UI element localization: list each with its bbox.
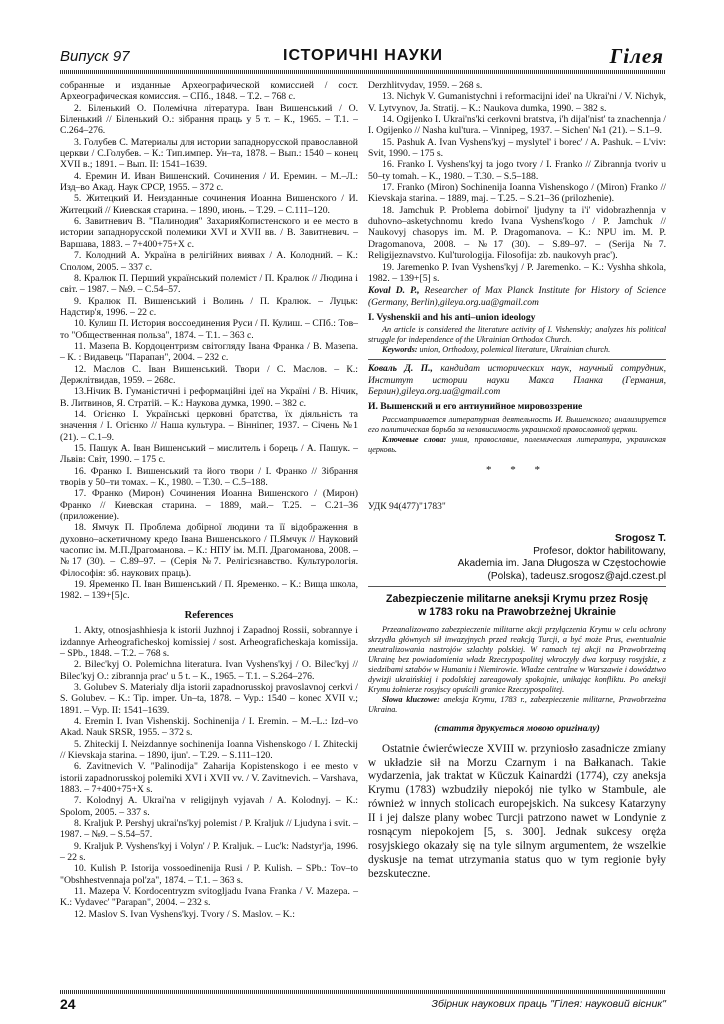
- notes-list: [60, 80, 358, 602]
- russian-author-name: Коваль Д. П.,: [368, 364, 433, 375]
- reference-item: 14. Ogijenko I. Ukrai'ns'ki cerkovni bratstva, i'h dijal'nist' ta znachennja / I. Ogijenko // Nasha kul'tura. – Vinnipeg, 1937. – Sichen' №1 (21). – S.1–9.: [368, 114, 666, 137]
- note-item: 19. Яременко П. Іван Вишенський / П. Яременко. – К.: Вища школа, 1982. – 139+[5]с.: [60, 579, 358, 602]
- reference-item: Derzhlitvydav, 1959. – 268 s.: [368, 80, 483, 91]
- reference-item: 8. Kraljuk P. Pershyj ukrai'ns'kyj polemist / P. Kraljuk // Ljudyna i svit. – 1987. – №9. – S.54–57.: [60, 818, 358, 841]
- reference-item: 3. Golubev S. Materialy dlja istorii zapadnorusskoj pravoslavnoj cerkvi / S. Golubev. – K.: Tip. imper. Un–ta, 1878. – Vyp.: 1540 – konec XVII v.; 1891. – Vyp. II: 1541–1639.: [60, 681, 358, 716]
- author-name: Srogosz T.: [615, 533, 666, 545]
- russian-keywords-label: Ключевые слова:: [382, 434, 447, 444]
- reference-item: 18. Jamchuk P. Problema dobirnoi' ljudyny ta i'i' vidobrazhennja v duhovno–asketychnomu kredo Ivana Vyshens'kogo / P. Jamchuk // Naukovyj chasopys im. M. P. Dragomanova. – K.: NPU im. M. P. Dragomanova, 2008. – №17 (30). – S.89–97. – (Serija №7. Religijeznavstvo. Kul'turologija. Filosofija: zb. naukovyh prac').: [368, 204, 666, 262]
- polish-keywords-label: Słowa kluczowe:: [382, 695, 440, 705]
- issue-number: Випуск 97: [60, 48, 130, 65]
- reference-item: 1. Akty, otnosjashhiesja k istorii Juzhnoj i Zapadnoj Rossii, sobrannye i izdannye Arheograficheskoj komissiej / sost. Arheograficheskaja komissija. – SPb., 1848. – T.2. – 768 s.: [60, 625, 358, 659]
- russian-keywords-text: уния, православие, полемическая литература, украинская церковь.: [368, 434, 666, 454]
- article-title-line-2: w 1783 roku na Prawobrzeżnej Ukrainie: [418, 606, 616, 619]
- note-item: собранные и изданные Археографической комиссией / сост. Археографическая комиссия. – СПб., 1848. – Т.2. – 768 с.: [60, 80, 358, 103]
- divider: [368, 359, 666, 360]
- note-item: 17. Франко (Мирон) Сочинения Иоанна Вишенского / (Мирон) Франко // Киевская старина. – 1889, май.– Т.25. – С.21–36 (приложение).: [60, 488, 358, 523]
- left-column: [60, 80, 358, 920]
- reference-item: 5. Zhiteckij I. Neizdannye sochinenija Ioanna Vishenskogo / I. Zhiteckij // Kievskaja starina. – 1890, ijun'. – T.29. – S.111–120.: [60, 738, 358, 761]
- page-number: 24: [60, 996, 76, 1012]
- polish-keywords-text: aneksja Krymu, 1783 r., zabezpieczenie militarne, Prawobrzeżna Ukraina.: [368, 695, 666, 715]
- note-item: 3. Голубев С. Материалы для истории западнорусской православной церкви / С.Голубев. – К.: Тип.импер. Ун–та, 1878. – Вып.: 1540 – конец XVII в.; 1891. – Вып. II: 1541–1639.: [60, 136, 358, 171]
- reference-item: 11. Mazepa V. Kordocentryzm svitogljadu Ivana Franka / V. Mazepa. – K.: Vydavec' "Parapan", 2004. – 232 s.: [60, 886, 358, 909]
- author-affiliation-line: Akademia im. Jana Długosza w Częstochowie: [457, 558, 666, 570]
- references-list-continued: [368, 80, 666, 284]
- note-item: 12. Маслов С. Іван Вишенський. Твори / С. Маслов. – К.: Держлітвидав, 1959. – 268с.: [60, 363, 358, 386]
- note-item: 11. Мазепа В. Кордоцентризм світогляду Івана Франка / В. Мазепа. – К. : Видавець "Парапан", 2004. – 232 с.: [60, 340, 358, 364]
- note-item: 6. Завитневич В. "Палинодия" ЗахарияКопистенского и ее место в истории западнорусской полемики XVI и XVII вв. / В. Завитневич. – Варшава, 1883. – 7+400+75+Х с.: [60, 216, 358, 250]
- journal-name: Гілея: [609, 44, 664, 68]
- reference-item: 10. Kulish P. Istorija vossoedinenija Rusi / P. Kulish. – SPb.: Tov–to "Obshhestvennaja pol'za", 1874. – T.1. – 363 s.: [60, 863, 358, 886]
- russian-author-affiliation: кандидат исторических наук, научный сотрудник, Институт истории науки Макса Планка (Германия, Берлин),gileya.org.ua@gmail.com: [368, 364, 666, 397]
- polish-abstract: Przeanalizowano zabezpieczenie militarne akcji przyłączenia Krymu w celu ochrony skrzydła głównych sił inwazyjnych przed reakcją Turcji, a być może Prus, ewentualnie zneutralizowania nastrojów szlachty polskiej. W ramach tej akcji na Prawobrzeżną Ukrainę bez powiadomienia władz Rzeczypospolitej wkroczyły dwa korpusy rosyjskie, z siedzibami sztabów w Humaniu i Niemirowie. Władze centralne w Warszawie i dowództwo dywizji ukraińskiej i podolskiej zareagowały spokojnie, unikając konfliktu. Po aneksji Krymu żołnierze rosyjscy opuścili granice Rzeczypospolitej.: [368, 625, 666, 695]
- reference-item: 9. Kraljuk P. Vyshens'kyj i Volyn' / P. Kraljuk. – Luc'k: Nadstyr'ja, 1996. – 22 s.: [60, 840, 358, 864]
- udk-code: УДК 94(477)"1783": [368, 501, 446, 512]
- english-keywords-text: union, Orthodoxy, polemical literature, Ukrainian church.: [417, 345, 611, 355]
- reference-item: 4. Eremin I. Ivan Vishenskij. Sochinenija / I. Eremin. – M.–L.: Izd–vo Akad. Nauk SRSR, 1955. – 372 s.: [60, 715, 358, 739]
- russian-keywords: [368, 435, 666, 455]
- header-rule: [60, 70, 666, 74]
- right-column: [368, 80, 666, 882]
- note-item: 13.Нічик В. Гуманістичні і реформаційні ідеї на Україні / В. Нічик, В. Литвинов, Я. Стратій. – К.: Наукова думка, 1990. – 382 с.: [60, 386, 358, 409]
- author-affiliation: [368, 546, 666, 584]
- article-body: Ostatnie ćwierćwiecze XVIII w. przyniosło zasadnicze zmiany w układzie sił na Morzu Czarnym i na Bałkanach. Takie wydarzenia, jak traktat w Küczuk Kainardżi (1774), czy aneksja Krymu (1783) wzbudziły niepokój nie tylko w Stambule, ale również w innych stolicach europejskich. Na sukcesy Katarzyny II i jej dalsze plany wobec Turcji patrzono nawet w Londynie z rosnącym niepokojem [5, s. 300]. Jednak sukcesy oręża rosyjskiego okazały się na tyle silnym argumentem, że wszelkie dyskusje na temat utrzymania status quo w tym regionie były bezskuteczne.: [368, 742, 666, 880]
- reference-item: 15. Pashuk A. Ivan Vyshens'kyj – myslytel' i borec' / A. Pashuk. – L'viv: Svit, 1990. – 175 s.: [368, 136, 666, 160]
- note-item: 15. Пашук А. Іван Вишенський – мислитель і борець / А. Пашук. – Львів: Світ, 1990. – 175 с.: [60, 443, 358, 466]
- note-item: 8. Кралюк П. Перший український полеміст / П. Кралюк // Людина і світ. – 1987. – №9. – С.54–57.: [60, 272, 358, 296]
- note-item: 10. Кулиш П. История воссоединения Руси / П. Кулиш. – СПб.: Тов–то "Общественная польза", 1874. – Т.1. – 363 с.: [60, 318, 358, 341]
- note-item: 4. Еремин И. Иван Вишенский. Сочинения / И. Еремин. – М.–Л.: Изд–во Акад. Наук СРСР, 1955. – 372 с.: [60, 170, 358, 194]
- reference-item: 19. Jaremenko P. Ivan Vyshens'kyj / P. Jaremenko. – K.: Vyshha shkola, 1982. – 139+[5] s.: [368, 261, 666, 284]
- english-author-name: Koval D. P.,: [368, 286, 420, 297]
- russian-article-title: И. Вышенский и его антиунийное мировоззрение: [368, 401, 583, 413]
- english-article-title: I. Vyshenskii and his anti–union ideology: [368, 311, 536, 323]
- author-affiliation-line: (Polska), tadeusz.srogosz@ajd.czest.pl: [487, 570, 666, 582]
- english-author: [368, 286, 666, 309]
- reference-item: 17. Franko (Miron) Sochinenija Ioanna Vishenskogo / (Miron) Franko // Kievskaja starina. – 1889, maj. – T.25. – S.21–36 (prilozhenie).: [368, 182, 666, 205]
- reference-item: 6. Zavitnevich V. "Palinodija" Zaharija Kopistenskogo i ee mesto v istorii zapadnorusskoj polemiki XVI i XVII vv. / V. Zavitnevich. – Varshava, 1883. – 7+400+75+X s.: [60, 761, 358, 795]
- reference-item: 12. Maslov S. Ivan Vyshens'kyj. Tvory / S. Maslov. – K.:: [74, 908, 295, 920]
- footer-journal-title: Збірник наукових праць "Гілея: науковий вісник": [431, 998, 666, 1010]
- footer-rule: [60, 990, 666, 994]
- article-title-line-1: Zabezpieczenie militarne aneksji Krymu przez Rosję: [386, 593, 648, 606]
- russian-author: [368, 364, 666, 398]
- references-list: [60, 625, 358, 920]
- original-language-note: (стаття друкується мовою оригіналу): [434, 723, 600, 735]
- reference-item: 16. Franko I. Vyshens'kyj ta jogo tvory / I. Franko // Zibrannja tvoriv u 50–ty tomah. – K., 1980. – T.30. – S.5–188.: [368, 159, 666, 182]
- note-item: 18. Ямчук П. Проблема добірної людини та її відображення в духовно–аскетичному кредо Івана Вишенського / П.Ямчук // Науковий часопис ім. М.П.Драгоманова. – К.: НПУ ім. М.П. Драгоманова, 2008. – №17 (30). – С.89–97. – (Серія №7. Релігієзнавство. Культурологія. Філософія: зб. наукових праць).: [60, 522, 358, 579]
- title-rule: [368, 586, 666, 587]
- reference-item: 13. Nichyk V. Gumanistychni i reformacijni idei' na Ukrai'ni / V. Nichyk, V. Lytvynov, Ja. Stratij. – K.: Naukova dumka, 1990. – 382 s.: [368, 91, 666, 114]
- note-item: 16. Франко І. Вишенський та його твори / І. Франко // Зібрання творів у 50–ти томах. – К., 1980. – Т.30. – С.5–188.: [60, 465, 358, 489]
- english-keywords: [368, 345, 666, 355]
- english-author-affiliation: Researcher of Max Planck Institute for History of Science (Germany, Berlin),gileya.org.ua@gmail.com: [368, 286, 666, 308]
- note-item: 14. Огієнко І. Українські церковні братства, їх діяльність та значення / І. Огієнко // Наша культура. – Вінніпег, 1937. – Січень №1 (21). – С.1–9.: [60, 408, 358, 443]
- references-heading: References: [184, 609, 234, 621]
- section-title: ІСТОРИЧНІ НАУКИ: [283, 47, 443, 64]
- note-item: 2. Біленький О. Полемічна література. Іван Вишенський / О. Біленький // Біленький О.: зібрання праць у 5 т. – К., 1965. – Т.1. – С.264–276.: [60, 102, 358, 137]
- article-title: [368, 593, 666, 619]
- reference-item: 2. Bilec'kyj O. Polemichna literatura. Ivan Vyshens'kyj / O. Bilec'kyj // Bilec'kyj O.: zibrannja prac' u 5 t. – K., 1965. – T.1. – S.264–276.: [60, 659, 358, 682]
- russian-abstract: Рассматривается литературная деятельность И. Вышенского; анализируется его политическая борьба за независимость украинской православной церкви.: [368, 414, 666, 434]
- polish-keywords: [368, 695, 666, 715]
- page-header: [60, 46, 666, 68]
- english-keywords-label: Keywords:: [382, 345, 418, 355]
- author-affiliation-line: Profesor, doktor habilitowany,: [533, 545, 666, 557]
- note-item: 9. Кралюк П. Вишенський і Волинь / П. Кралюк. – Луцьк: Надстир'я, 1996. – 22 с.: [60, 295, 358, 318]
- section-separator: * * *: [486, 463, 548, 476]
- english-abstract: An article is considered the literature activity of I. Vishenskiy; analyzes his political struggle for independence of the Ukrainian Orthodox Church.: [368, 325, 666, 345]
- note-item: 7. Колодний А. Україна в релігійних виявах / А. Колодний. – К.: Сполом, 2005. – 337 с.: [60, 250, 358, 273]
- author-block: [368, 533, 666, 583]
- note-item: 5. Житецкий И. Неизданные сочинения Иоанна Вишенского / И. Житецкий // Киевская старина. – 1890, июнь. – Т.29. – С.111–120.: [60, 193, 358, 216]
- reference-item: 7. Kolodnyj A. Ukrai'na v religijnyh vyjavah / A. Kolodnyj. – K.: Spolom, 2005. – 337 s.: [60, 795, 358, 818]
